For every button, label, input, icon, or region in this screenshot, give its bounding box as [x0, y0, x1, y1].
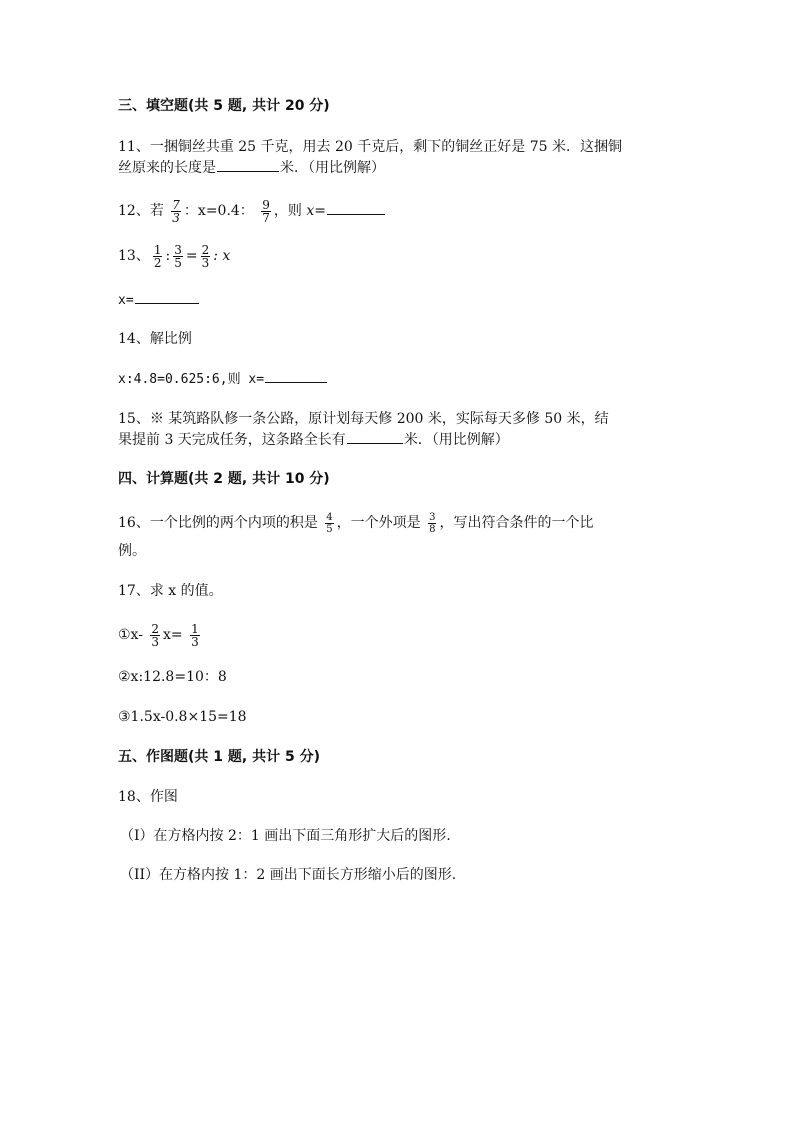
fraction-1-3: $\frac{1}{3}$ [191, 621, 199, 649]
question-11-line-1: 11、一捆铜丝共重 25 千克，用去 20 千克后，剩下的铜丝正好是 75 米．这捆铜 [118, 139, 622, 155]
section-4-title: 四、计算题(共 2 题, 共计 10 分) [118, 471, 330, 487]
question-12-mid: ：x=0.4： [183, 203, 254, 219]
question-12 [118, 196, 386, 226]
section-5-title: 五、作图题(共 1 题, 共计 5 分) [118, 749, 320, 765]
question-11-text-b: 米．（用比例解） [280, 160, 385, 176]
answer-blank-14 [265, 368, 327, 383]
fraction-2-3-b: $\frac{2}{3}$ [151, 621, 160, 649]
question-18-part-i: （I）在方格内按 2：1 画出下面三角形扩大后的图形. [120, 828, 451, 844]
question-18-part-ii: （II）在方格内按 1：2 画出下面长方形缩小后的图形. [120, 867, 457, 883]
fraction-7-3: $\frac{7}{3}$ [172, 197, 180, 225]
fraction-2-3: $\frac{2}{3}$ [201, 242, 210, 270]
question-11-text-a: 丝原来的长度是 [118, 160, 216, 176]
question-17-part-2: ②x:12.8=10：8 [118, 669, 227, 685]
question-12-prefix: 12、若 [118, 203, 164, 219]
answer-blank-12 [327, 200, 385, 215]
question-17-part-3: ③1.5x-0.8×15=18 [118, 709, 247, 725]
question-13-equation: 13、 $\frac{1}{2}$ : $\frac{3}{5}$ = $\frac{2}{3}$ : x [118, 242, 231, 270]
question-16-line-1: 16、一个比例的两个内项的积是 $\frac{4}{5}$ ，一个外项是 $\frac{3}{8}$ ，写出符合条件的一个比 [118, 511, 594, 535]
fraction-3-5: $\frac{3}{5}$ [174, 242, 182, 270]
question-17-title: 17、求 x 的值。 [118, 583, 223, 599]
fraction-3-8: $\frac{3}{8}$ [429, 511, 436, 535]
question-18-title: 18、作图 [118, 789, 178, 805]
fraction-4-5: $\frac{4}{5}$ [326, 511, 333, 535]
answer-blank-13 [135, 289, 199, 304]
question-16-line-2: 例。 [118, 543, 146, 559]
question-14-text: x:4.8=0.625:6,则 x= [118, 368, 328, 391]
answer-blank-11 [217, 157, 279, 172]
question-13-answer: x= [118, 289, 200, 312]
question-12-var: x= [306, 203, 326, 219]
answer-blank-15 [347, 429, 403, 444]
question-12-then: ，则 [273, 203, 302, 219]
question-15-line-1: 15、※ 某筑路队修一条公路，原计划每天修 200 米，实际每天多修 50 米，结 [118, 411, 609, 427]
fraction-1-2: $\frac{1}{2}$ [153, 242, 162, 270]
fraction-9-7: $\frac{9}{7}$ [262, 197, 270, 225]
question-15-line-2: 果提前 3 天完成任务，这条路全长有 米．（用比例解） [118, 429, 509, 451]
question-17-part-1: ①x- $\frac{2}{3}$ x= $\frac{1}{3}$ [118, 621, 199, 649]
section-3-title: 三、填空题(共 5 题, 共计 20 分) [118, 98, 330, 114]
question-13-prefix: 13、 [118, 248, 150, 264]
question-14-title: 14、解比例 [118, 331, 192, 347]
question-11-line-2 [118, 157, 385, 179]
